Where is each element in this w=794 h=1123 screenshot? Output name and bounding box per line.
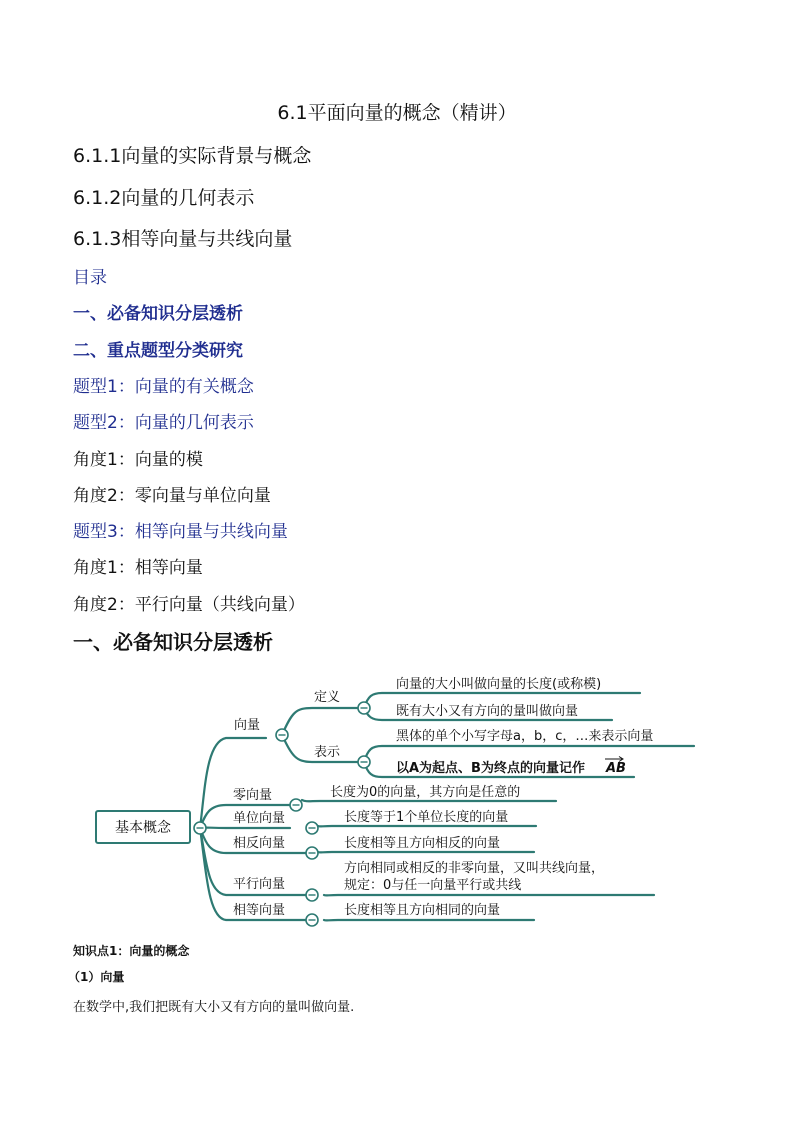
toc-item-angle1[interactable]: 角度1：向量的模 (73, 450, 203, 470)
mindmap-parallel-vector-label: 平行向量 (233, 877, 286, 892)
toc-item-type2[interactable]: 题型2：向量的几何表示 (73, 413, 254, 433)
toc-item-section2[interactable]: 二、重点题型分类研究 (73, 341, 243, 361)
toc-label: 目录 (73, 268, 107, 288)
toc-item-angle2-parallel[interactable]: 角度2：平行向量（共线向量） (73, 595, 305, 615)
mindmap-opposite-vector-desc: 长度相等且方向相反的向量 (344, 836, 501, 851)
mindmap-unit-vector-desc: 长度等于1个单位长度的向量 (344, 810, 509, 825)
mindmap-representation-label: 表示 (314, 745, 341, 760)
subtitle-2: 6.1.2向量的几何表示 (73, 187, 255, 209)
mindmap-opposite-vector-label: 相反向量 (233, 836, 286, 851)
knowledge-point-title: 知识点1：向量的概念 (73, 944, 190, 958)
mindmap-definition-item-1: 向量的大小叫做向量的长度(或称模) (396, 677, 602, 692)
mindmap-vector-ab: AB (606, 761, 626, 776)
knowledge-text: 在数学中,我们把既有大小又有方向的量叫做向量. (73, 1000, 355, 1015)
knowledge-item-title: （1）向量 (68, 970, 125, 984)
mindmap-zero-vector-label: 零向量 (233, 788, 273, 803)
mindmap-equal-vector-label: 相等向量 (233, 903, 286, 918)
mindmap-parallel-vector-rule: 规定：0与任一向量平行或共线 (344, 878, 522, 893)
toc-item-section1[interactable]: 一、必备知识分层透析 (73, 304, 243, 324)
mindmap-definition-label: 定义 (314, 690, 341, 705)
toc-item-angle2[interactable]: 角度2：零向量与单位向量 (73, 486, 271, 506)
mindmap-zero-vector-desc: 长度为0的向量，其方向是任意的 (330, 785, 521, 800)
section-heading: 一、必备知识分层透析 (73, 630, 273, 654)
document-title: 6.1平面向量的概念（精讲） (277, 102, 517, 124)
mindmap-vector-label: 向量 (234, 718, 261, 733)
mindmap-definition-item-2: 既有大小又有方向的量叫做向量 (396, 704, 579, 719)
mindmap-root: 基本概念 (115, 820, 171, 836)
toc-item-angle1-equal[interactable]: 角度1：相等向量 (73, 558, 203, 578)
mindmap-unit-vector-label: 单位向量 (233, 811, 286, 826)
subtitle-3: 6.1.3相等向量与共线向量 (73, 228, 293, 250)
mindmap-parallel-vector-desc: 方向相同或相反的非零向量，又叫共线向量， (344, 861, 605, 876)
mindmap-representation-item-2: 以A为起点、B为终点的向量记作 (396, 761, 585, 776)
mindmap-equal-vector-desc: 长度相等且方向相同的向量 (344, 903, 501, 918)
subtitle-1: 6.1.1向量的实际背景与概念 (73, 145, 312, 167)
toc-item-type3[interactable]: 题型3：相等向量与共线向量 (73, 522, 288, 542)
mindmap-representation-item-1: 黑体的单个小写字母a，b，c，…来表示向量 (396, 729, 654, 744)
toc-item-type1[interactable]: 题型1：向量的有关概念 (73, 377, 254, 397)
